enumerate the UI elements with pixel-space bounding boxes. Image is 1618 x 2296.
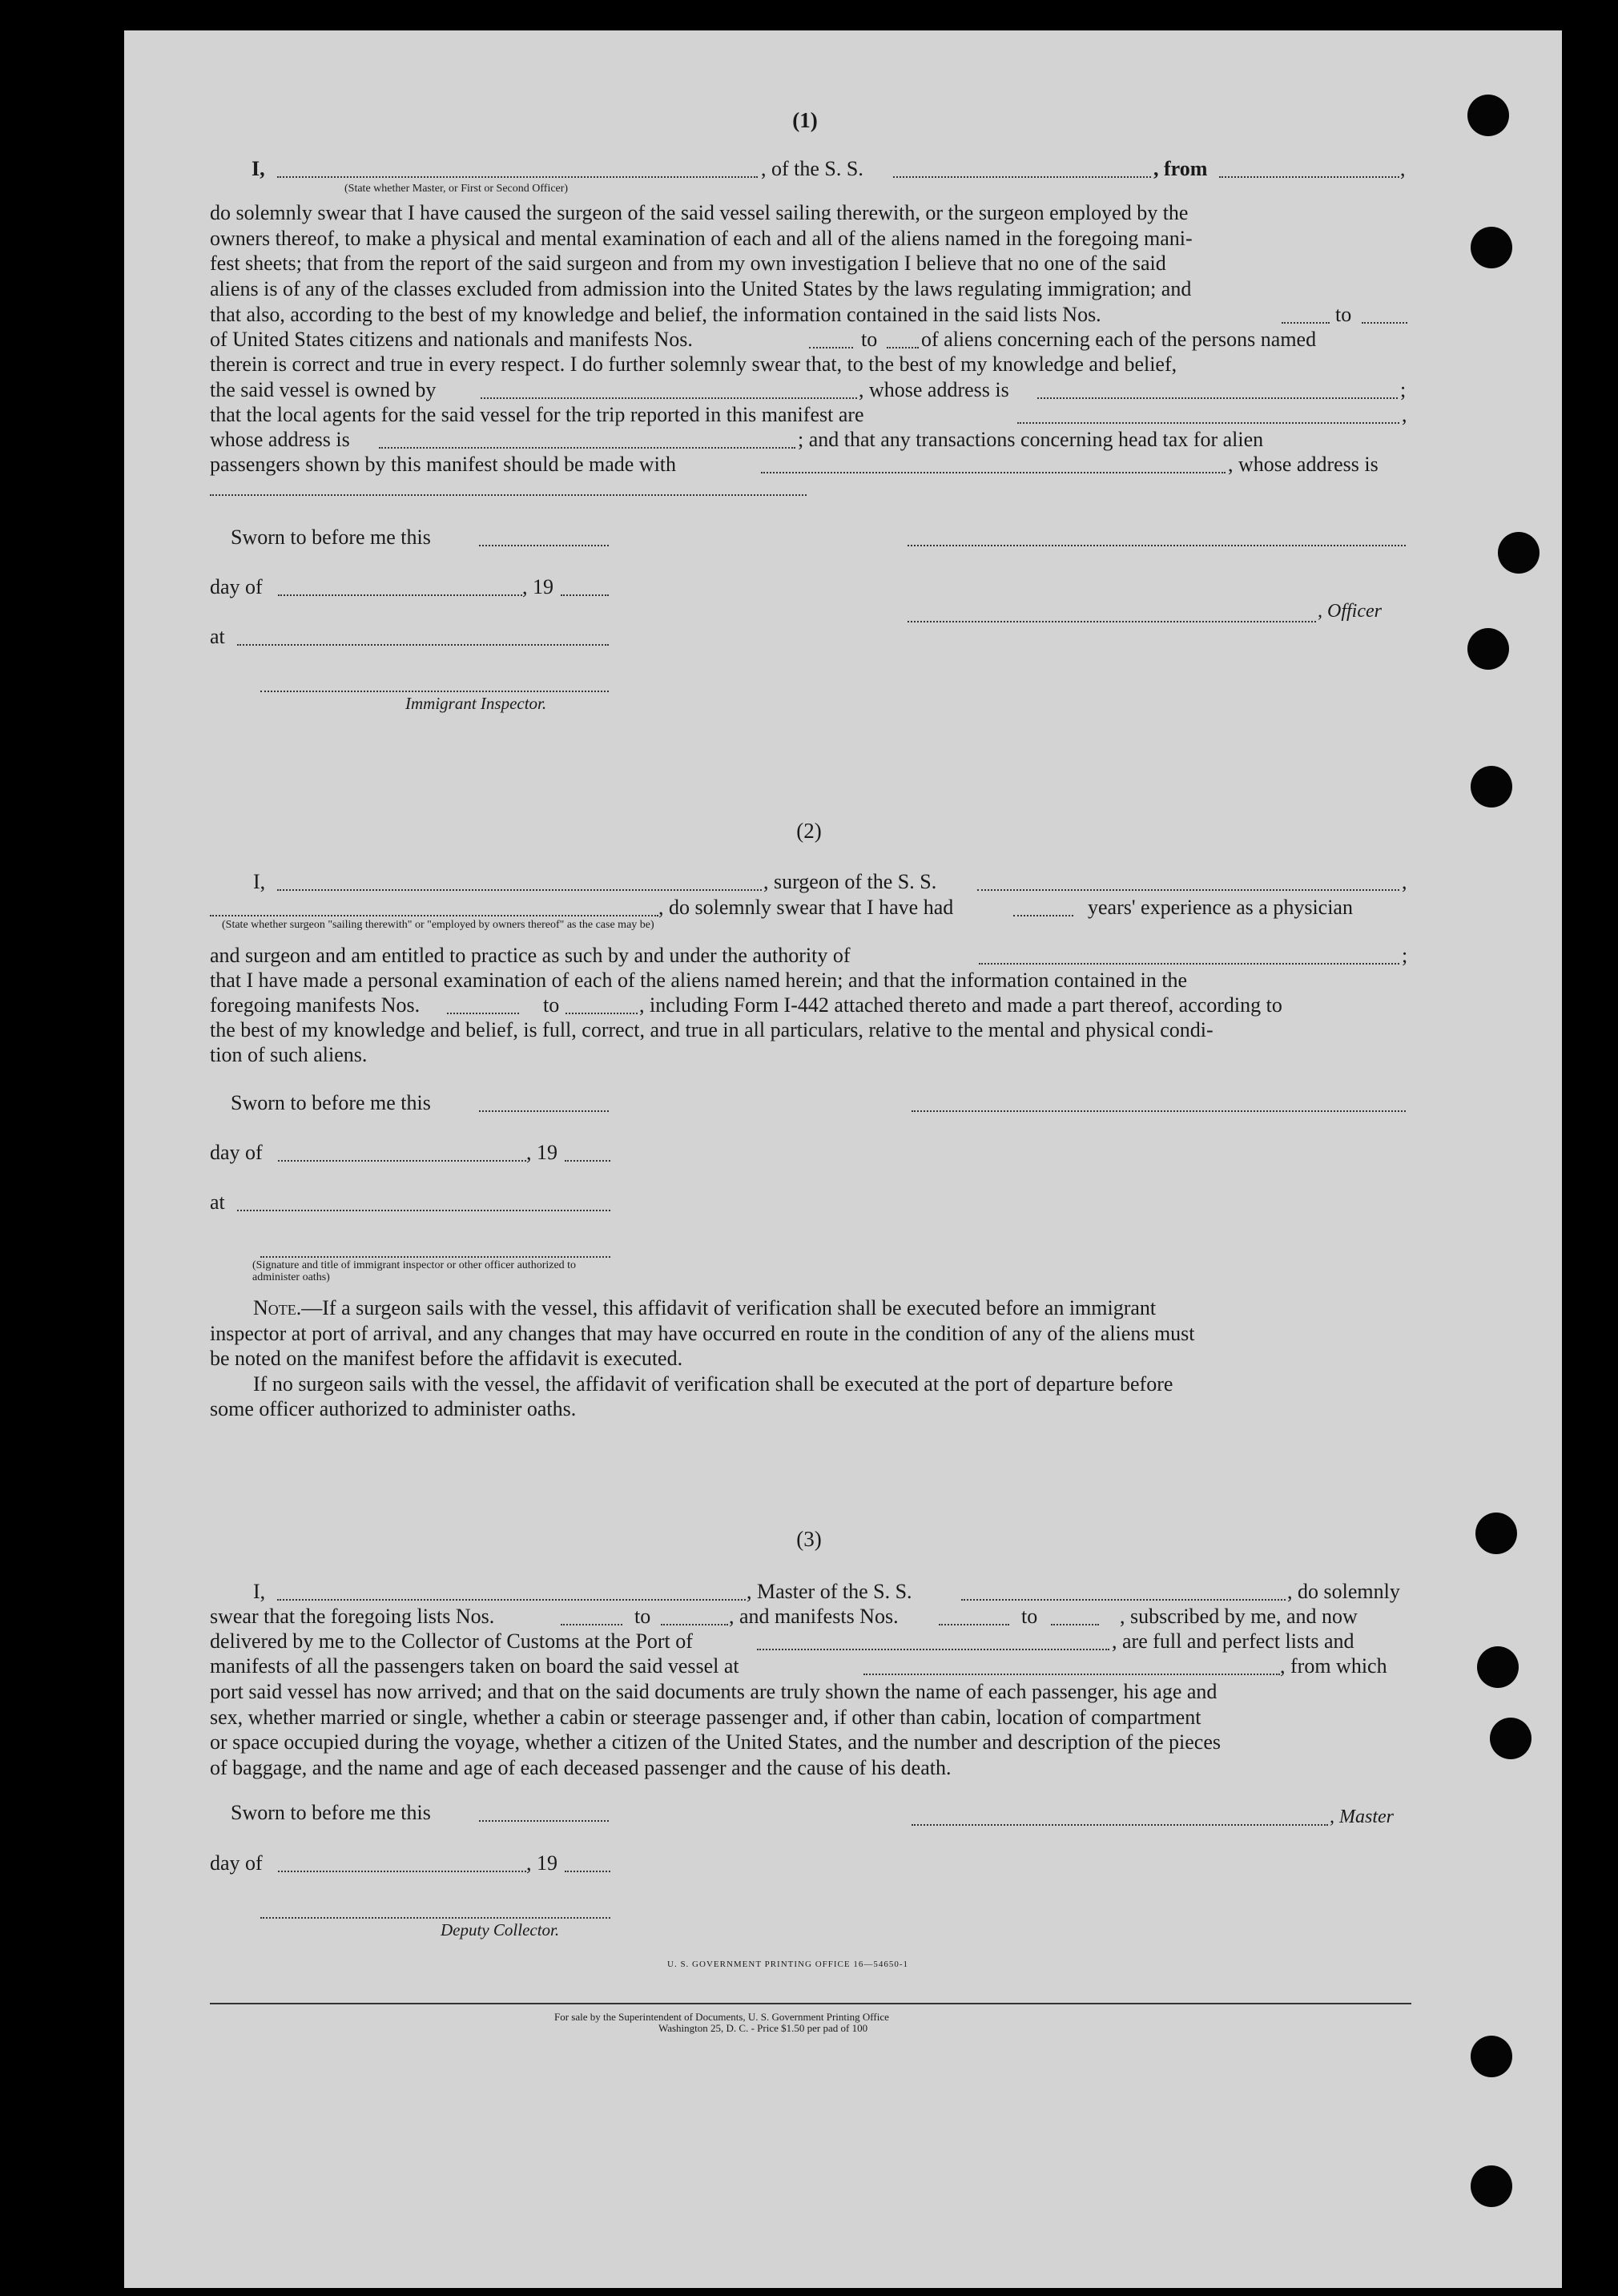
- s1-body-line: fest sheets; that from the report of the said surgeon and from my own investigation I believe that no one of the said: [210, 252, 1166, 275]
- note-line: be noted on the manifest before the affidavit is executed.: [210, 1347, 683, 1370]
- s1-l11b: , whose address is: [1228, 453, 1379, 476]
- s2-swear: , do solemnly swear that I have had: [658, 896, 954, 919]
- officer-signature-line[interactable]: [908, 621, 1316, 622]
- s1-at: at: [210, 625, 225, 648]
- punch-hole: [1471, 2165, 1512, 2207]
- s3-body-line: of baggage, and the name and age of each deceased passenger and the cause of his death.: [210, 1755, 952, 1779]
- embarkation-port-line[interactable]: [863, 1674, 1280, 1675]
- officer-label: , Officer: [1318, 601, 1382, 622]
- sale-notice-line-2: Washington 25, D. C. - Price $1.50 per pad of 100: [658, 2022, 868, 2034]
- note-line: If no surgeon sails with the vessel, the affidavit of verification shall be executed at the port of departure before: [253, 1372, 1173, 1396]
- s1-l6b: to: [861, 328, 878, 351]
- s2-19: , 19: [526, 1141, 557, 1164]
- section-3-number: (3): [796, 1527, 822, 1551]
- s3-day-line[interactable]: [278, 1871, 526, 1872]
- owner-line[interactable]: [481, 397, 857, 399]
- punch-hole: [1475, 1513, 1517, 1554]
- s2-signature-caption: (Signature and title of immigrant inspector or other officer authorized to administer oaths): [252, 1259, 577, 1283]
- local-agents-line[interactable]: [1017, 422, 1399, 424]
- s3-body-line: sex, whether married or single, whether a cabin or steerage passenger and, if other than cabin, location of compartment: [210, 1705, 1201, 1729]
- surgeon-name-line[interactable]: [277, 889, 762, 891]
- s1-body-line: owners thereof, to make a physical and mental examination of each and all of the aliens named in the foregoing mani-: [210, 226, 1193, 250]
- s2-years: years' experience as a physician: [1088, 896, 1353, 919]
- collector-signature-line[interactable]: [260, 1917, 610, 1919]
- s2-l4: that I have made a personal examination of each of the aliens named herein; and that the information contained in the: [210, 969, 1188, 992]
- s2-comma: ,: [1402, 870, 1407, 893]
- s3-l1c: , do solemnly: [1287, 1580, 1400, 1603]
- s3-l2d: to: [1021, 1605, 1038, 1628]
- s1-body-line: aliens is of any of the classes excluded from admission into the United States by the laws regulating immigration; and: [210, 276, 1192, 300]
- surgeon-status-line[interactable]: [210, 915, 658, 916]
- s2-l5a: foregoing manifests Nos.: [210, 993, 421, 1017]
- punch-hole: [1467, 628, 1509, 670]
- s3-l2b: to: [634, 1605, 651, 1628]
- s2-manifest-from-line[interactable]: [447, 1013, 519, 1014]
- master-name-line[interactable]: [277, 1599, 746, 1601]
- s1-of-ss: , of the S. S.: [761, 157, 863, 180]
- s3-manifests-from-line[interactable]: [939, 1624, 1009, 1625]
- departure-port-line[interactable]: [1219, 176, 1399, 178]
- head-tax-agent-line[interactable]: [761, 472, 1226, 473]
- lists-from-line[interactable]: [1282, 322, 1330, 324]
- immigrant-inspector-label: Immigrant Inspector.: [405, 694, 547, 713]
- s2-manifest-to-line[interactable]: [565, 1013, 638, 1014]
- s1-l9: that the local agents for the said vessel for the trip reported in this manifest are: [210, 403, 864, 426]
- s3-sworn: Sworn to before me this: [231, 1801, 431, 1824]
- sale-notice-line-1: For sale by the Superintendent of Documents, U. S. Government Printing Office: [554, 2011, 889, 2023]
- s3-vessel-line[interactable]: [961, 1599, 1286, 1601]
- s3-body-line: or space occupied during the voyage, whether a citizen of the United States, and the number and description of the pieces: [210, 1730, 1222, 1754]
- manifests-to-line[interactable]: [887, 347, 919, 348]
- s3-19: , 19: [526, 1851, 557, 1875]
- s1-l10b: ; and that any transactions concerning head tax for alien: [798, 428, 1264, 451]
- note-label: Note.: [253, 1296, 302, 1319]
- section-2-note: [210, 1295, 1411, 1422]
- s2-l7: tion of such aliens.: [210, 1043, 368, 1066]
- s2-l5b: to: [543, 993, 560, 1017]
- s3-year-line[interactable]: [565, 1871, 610, 1872]
- s2-vessel-line[interactable]: [977, 889, 1399, 891]
- s3-lists-to-line[interactable]: [661, 1624, 728, 1625]
- s1-l10a: whose address is: [210, 428, 350, 451]
- note-line: some officer authorized to administer oaths.: [210, 1397, 577, 1420]
- s1-l5b: to: [1335, 303, 1352, 326]
- inspector-signature-line[interactable]: [260, 691, 609, 692]
- section-1-number: (1): [792, 108, 818, 132]
- section-2-number: (2): [796, 819, 822, 843]
- s1-at-line[interactable]: [237, 644, 609, 646]
- gpo-imprint: U. S. GOVERNMENT PRINTING OFFICE 16—54650-1: [667, 1960, 909, 1969]
- s1-l9c: ,: [1402, 403, 1407, 426]
- s2-l6: the best of my knowledge and belief, is full, correct, and true in all particulars, relative to the mental and physical condi-: [210, 1018, 1214, 1041]
- s1-year-line[interactable]: [561, 594, 609, 596]
- s3-l3a: delivered by me to the Collector of Customs at the Port of: [210, 1629, 693, 1653]
- years-experience-line[interactable]: [1013, 915, 1073, 916]
- s3-dayof: day of: [210, 1851, 263, 1875]
- s3-body-line: port said vessel has now arrived; and that on the said documents are truly shown the name of each passenger, his age and: [210, 1680, 1218, 1703]
- punch-hole: [1471, 2036, 1512, 2077]
- vessel-name-line[interactable]: [893, 176, 1151, 178]
- punch-hole: [1498, 532, 1540, 574]
- s1-19: , 19: [522, 575, 553, 598]
- footer-rule: [210, 2003, 1411, 2004]
- s2-inspector-signature-line[interactable]: [260, 1256, 610, 1258]
- s1-l6a: of United States citizens and nationals and manifests Nos.: [210, 328, 693, 351]
- section-3-body: [210, 1679, 1411, 1780]
- s2-dayof: day of: [210, 1141, 263, 1164]
- s1-sworn: Sworn to before me this: [231, 526, 431, 549]
- s1-signature-line[interactable]: [908, 545, 1406, 546]
- s1-from: , from: [1153, 157, 1208, 180]
- s1-l5a: that also, according to the best of my knowledge and belief, the information contained in the said lists Nos.: [210, 303, 1101, 326]
- punch-hole: [1471, 766, 1512, 808]
- punch-hole: [1471, 227, 1512, 268]
- s3-l4a: manifests of all the passengers taken on board the said vessel at: [210, 1654, 739, 1678]
- s3-lists-from-line[interactable]: [561, 1624, 622, 1625]
- s3-l3b: , are full and perfect lists and: [1112, 1629, 1354, 1653]
- s3-manifests-to-line[interactable]: [1051, 1624, 1099, 1625]
- s2-at-line[interactable]: [237, 1210, 610, 1211]
- s1-l8a: the said vessel is owned by: [210, 378, 437, 401]
- s2-l5c: , including Form I-442 attached thereto and made a part thereof, according to: [639, 993, 1282, 1017]
- s1-day-line[interactable]: [278, 594, 522, 596]
- surgeon-status-caption: (State whether surgeon "sailing therewith" or "employed by owners thereof" as the case may be): [222, 919, 654, 931]
- punch-hole: [1477, 1646, 1519, 1688]
- s2-l3a: and surgeon and am entitled to practice as such by and under the authority of: [210, 944, 851, 967]
- owner-address-line[interactable]: [1037, 397, 1398, 399]
- s1-l8b: , whose address is: [859, 378, 1009, 401]
- s1-l7: therein is correct and true in every respect. I do further solemnly swear that, to the best of my knowledge and belief,: [210, 352, 1177, 376]
- authority-line[interactable]: [979, 963, 1399, 965]
- master-label: , Master: [1330, 1807, 1394, 1827]
- s1-l8c: ;: [1400, 378, 1407, 401]
- note-text: —If a surgeon sails with the vessel, this affidavit of verification shall be executed before an immigrant: [301, 1296, 1157, 1319]
- officer-rank-caption: (State whether Master, or First or Second Officer): [344, 183, 569, 195]
- s2-i: I,: [253, 870, 266, 893]
- surgeon-signature-line[interactable]: [912, 1110, 1406, 1112]
- s2-sworn: Sworn to before me this: [231, 1091, 431, 1114]
- s2-year-line[interactable]: [565, 1160, 610, 1162]
- deputy-collector-label: Deputy Collector.: [441, 1920, 560, 1940]
- section-1-body: [210, 200, 1407, 301]
- s3-l4b: , from which: [1280, 1654, 1387, 1678]
- s1-comma: ,: [1400, 157, 1406, 180]
- s1-i: I,: [252, 157, 265, 180]
- s3-l2e: , subscribed by me, and now: [1120, 1605, 1358, 1628]
- head-tax-address-line[interactable]: [210, 494, 807, 496]
- note-line: inspector at port of arrival, and any changes that may have occurred en route in the condition of any of the aliens must: [210, 1321, 1195, 1345]
- s1-dayof: day of: [210, 575, 263, 598]
- s2-day-line[interactable]: [278, 1160, 526, 1162]
- lists-to-line[interactable]: [1362, 322, 1407, 324]
- officer-name-line[interactable]: [277, 176, 758, 178]
- s2-l3b: ;: [1402, 944, 1408, 967]
- s1-l6c: of aliens concerning each of the persons named: [921, 328, 1317, 351]
- s3-l2c: , and manifests Nos.: [729, 1605, 899, 1628]
- manifests-from-line[interactable]: [809, 347, 853, 348]
- s3-sworn-line[interactable]: [479, 1820, 609, 1822]
- agents-address-line[interactable]: [379, 447, 795, 449]
- punch-hole: [1490, 1718, 1531, 1759]
- s3-l2a: swear that the foregoing lists Nos.: [210, 1605, 495, 1628]
- s3-i: I,: [253, 1580, 266, 1603]
- master-signature-line[interactable]: [912, 1824, 1328, 1826]
- s2-sworn-line[interactable]: [479, 1110, 609, 1112]
- port-line[interactable]: [757, 1649, 1109, 1650]
- s1-sworn-line[interactable]: [479, 545, 609, 546]
- punch-hole: [1467, 95, 1509, 136]
- s2-at: at: [210, 1190, 225, 1214]
- s1-l11a: passengers shown by this manifest should be made with: [210, 453, 677, 476]
- s1-body-line: do solemnly swear that I have caused the surgeon of the said vessel sailing therewith, or the surgeon employed by the: [210, 201, 1189, 224]
- s3-master-of-ss: , Master of the S. S.: [747, 1580, 912, 1603]
- s2-surgeon-of-ss: , surgeon of the S. S.: [763, 870, 937, 893]
- note-line: [210, 1295, 1411, 1321]
